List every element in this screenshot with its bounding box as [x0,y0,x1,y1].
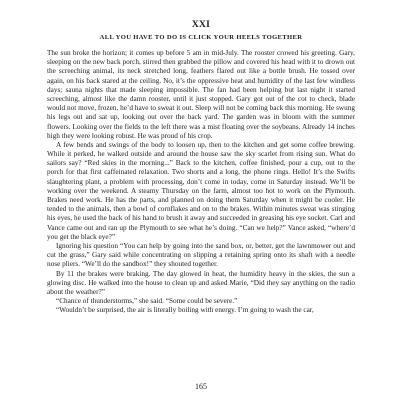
paragraph: “Wouldn’t be surprised, the air is literally boiling with energy. I’m going to wash the car, [56,306,314,315]
chapter-number: XXI [191,20,211,30]
page-number: 165 [195,382,207,391]
paragraph: Ignoring his question “You can help by going into the sand box, or, better, get the lawnmower out and cut the grass,” Gary said while concentrating on slipping a retaining spring onto its shaft with a needle nose pliers. “We’ll do the sandbox!” they shouted together. [47,241,355,269]
paragraph: “Chance of thunderstorms,” she said. “Some could be severe.” [56,297,238,306]
chapter-body [47,49,355,315]
chapter-title: ALL YOU HAVE TO DO IS CLICK YOUR HEELS TOGETHER [99,34,303,41]
paragraph: The sun broke the horizon; it comes up before 5 am in mid-July. The rooster crowed his greeting. Gary, sleeping on the new back porch, stirred then grabbed the pillow and covered his head with it to drown out the screeching animal, its neck stretched long, feathers flared out like a bottle brush. He tossed over again, on his back stared at the ceiling. No, it’s the oppressive heat and humidity of the last few windless days; sauna nights that made sleeping impossible. The fan had been helping but last night it started screeching, almost like the damn rooster, until it just stopped. Gary got out of the cot to check, blade would not move, frozen, he’d have to sweat it out. Sleep will not be coming back this morning. He swung his legs out and sat up, looking out over the back yard. The garden was in bloom with the summer flowers. Looking over the fields to the left there was a mist floating over the soybeans. Already 14 inches high they were looking robust. He was proud of his crop. [47,49,355,140]
book-page [47,20,355,395]
paragraph: By 11 the brakes were braking. The day glowed in heat, the humidity heavy in the skies, the sun a glowing disc. He walked into the house to clean up and asked Marie, “Did they say anything on the radio about the weather?” [47,269,355,296]
paragraph: A few bends and swings of the body to loosen up, then to the kitchen and get some coffee brewing. While it perked, he walked outside and around the house saw the sky scarlet from rising sun. What do sailors say? “Red skies in the morning...” Back to the kitchen, coffee finished, pour a cup, out to the porch for that first caffeinated relaxation. Two shorts and a long, the phone rings. Hello! It’s the Swifts slaughtering plant, a problem with processing, don’t come in today, come in Saturday instead. We’ll be working over the weekend. A steamy Thursday on the farm, almost too hot to work on the Plymouth. Brakes need work. He has the parts, and planned on doing them Saturday when it might be cooler. He tended to the animals, then a bowl of cornflakes and on to the brakes. Within minutes sweat was stinging his eyes, he used the back of his hand to brush it away and succeeded in greasing his eye socket. Carl and Vance came out and ran up the Plymouth to see what he’s doing. “Can we help?” Vance asked, “where’d you get the black eye?” [47,140,355,241]
